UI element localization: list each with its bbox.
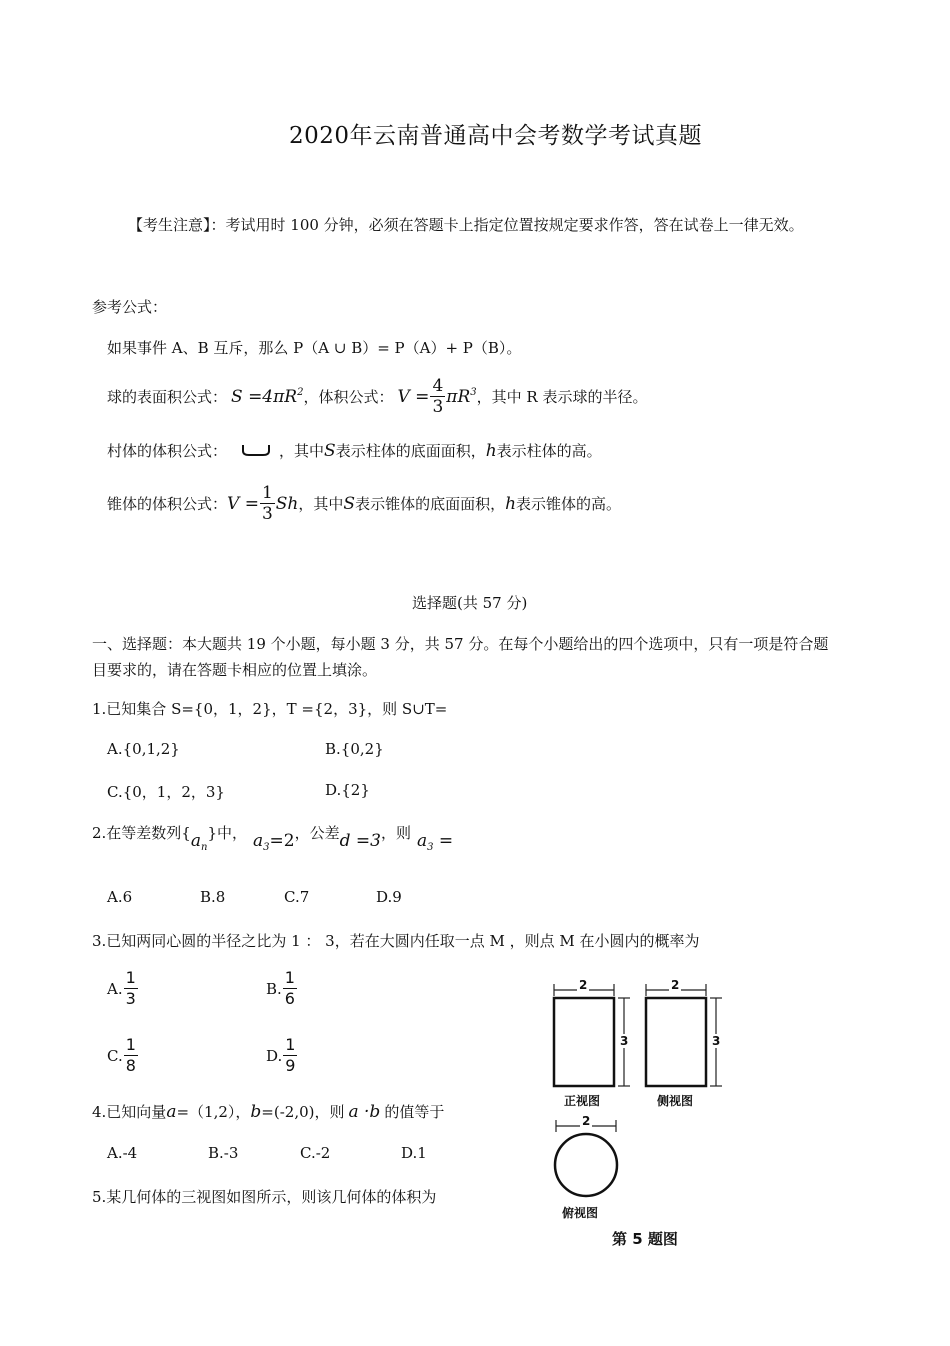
q2-stem-a: 2.在等差数列{ [92,824,191,842]
formula-cylinder-tail-a: ，其中 [279,442,325,460]
cone-volume-fraction: $\frac{1}{3}$ [261,483,273,524]
formula-cylinder-S: S [324,440,336,461]
figure-caption: 第 5 题图 [612,1230,678,1248]
dot-product: a ·b [348,1101,381,1122]
q2-an: $a_n$ [190,831,208,853]
q4-option-b: B.-3 [208,1144,239,1162]
formula-cone-label: 锥体的体积公式： [107,495,228,513]
front-height-label: 3 [620,1034,629,1048]
formula-cone-tail-b: 表示锥体的底面面积， [355,495,506,513]
formula-cone [107,483,621,524]
section-heading: 选择题(共 57 分) [412,594,528,612]
q2-stem-c: ，公差 [294,824,340,842]
q3-option-b: B. $\frac{1}{6}$ [266,968,295,1008]
q2-stem-b: }中， [207,824,247,842]
formula-sphere-label: 球的表面积公式： [107,388,228,406]
sphere-volume-lhs: V = [397,386,430,407]
broken-formula-glyph [237,441,277,461]
q4-option-a: A.-4 [107,1144,138,1162]
q4-stem: 4.已知向量 a =（1,2）， b =(-2,0)，则 a ·b 的值等于 [92,1101,445,1122]
formula-cylinder-tail-c: 表示柱体的高。 [496,442,602,460]
formula-mutually-exclusive: 如果事件 A、B 互斥，那么 P（A ∪ B）= P（A）+ P（B）。 [107,339,522,357]
q1-option-a: A.{0,1,2} [107,740,180,758]
q2-option-b: B.8 [200,888,226,906]
sphere-volume-fraction: $\frac{4}{3}$ [432,376,444,417]
formula-sphere [107,376,647,417]
vector-b: b [250,1101,262,1122]
vector-a: a [166,1101,177,1122]
q1-option-c: C.{0，1，2，3} [107,783,225,801]
section-intro-line2: 目要求的，请在答题卡相应的位置上填涂。 [92,661,378,679]
formula-cone-tail-a: ，其中 [298,495,344,513]
top-view-label: 俯视图 [562,1206,599,1220]
q3-option-c: C. $\frac{1}{8}$ [107,1035,136,1075]
formula-cylinder-label: 村体的体积公式： [107,442,228,460]
formula-cone-tail-c: 表示锥体的高。 [516,495,622,513]
q1-option-b: B.{0,2} [325,740,384,758]
formula-cone-h: h [505,493,517,514]
formula-sphere-mid: ，体积公式： [303,388,394,406]
three-view-figure [540,978,740,1258]
q3-option-a: A. $\frac{1}{3}$ [107,968,136,1008]
q2-option-c: C.7 [284,888,310,906]
top-width-label: 2 [582,1114,591,1128]
section-intro-line1: 一、选择题：本大题共 19 个小题，每小题 3 分，共 57 分。在每个小题给出的四个选项中，只有一项是符合题 [92,635,829,653]
q4-option-c: C.-2 [300,1144,331,1162]
q2-stem [92,822,454,853]
formula-cylinder-tail-b: 表示柱体的底面面积， [335,442,486,460]
side-view-label: 侧视图 [657,1094,694,1108]
formula-cone-S: S [343,493,356,514]
exam-notice: 【考生注意】：考试用时 100 分钟，必须在答题卡上指定位置按规定要求作答，答在试卷上一律无效。 [128,216,804,234]
formula-cylinder-h: h [485,440,497,461]
cone-volume-rhs: Sh [275,493,299,514]
side-width-label: 2 [671,978,680,992]
q1-stem: 1.已知集合 S={0，1，2}，T ={2，3}，则 S∪T= [92,700,448,718]
q5-stem: 5.某几何体的三视图如图所示，则该几何体的体积为 [92,1188,437,1206]
formula-sphere-tail: ，其中 R 表示球的半径。 [476,388,648,406]
page-title: 2020年云南普通高中会考数学考试真题 [289,123,703,149]
sphere-volume-rhs: $\pi R^3$ [446,386,477,407]
q2-option-d: D.9 [376,888,402,906]
q2-option-a: A.6 [107,888,133,906]
q4-option-d: D.1 [401,1144,427,1162]
q2-a3b: $a_3$ = [416,831,454,853]
side-height-label: 3 [712,1034,721,1048]
cone-volume-lhs: V = [227,493,259,514]
formulas-heading: 参考公式： [92,298,168,316]
formula-cylinder [107,440,602,461]
q3-option-d: D. $\frac{1}{9}$ [266,1035,296,1075]
q2-a3: $a_3=2$ [253,831,295,853]
q2-d: d =3 [339,831,381,851]
front-view-label: 正视图 [564,1094,601,1108]
q1-option-d: D.{2} [325,781,370,799]
front-width-label: 2 [579,978,588,992]
sphere-surface-formula: $S =4\pi R^2$ [231,386,304,407]
q3-stem: 3.已知两同心圆的半径之比为 1 ： 3，若在大圆内任取一点 M ，则点 M 在小圆内的概率为 [92,932,700,950]
q2-stem-d: ，则 [380,824,411,842]
